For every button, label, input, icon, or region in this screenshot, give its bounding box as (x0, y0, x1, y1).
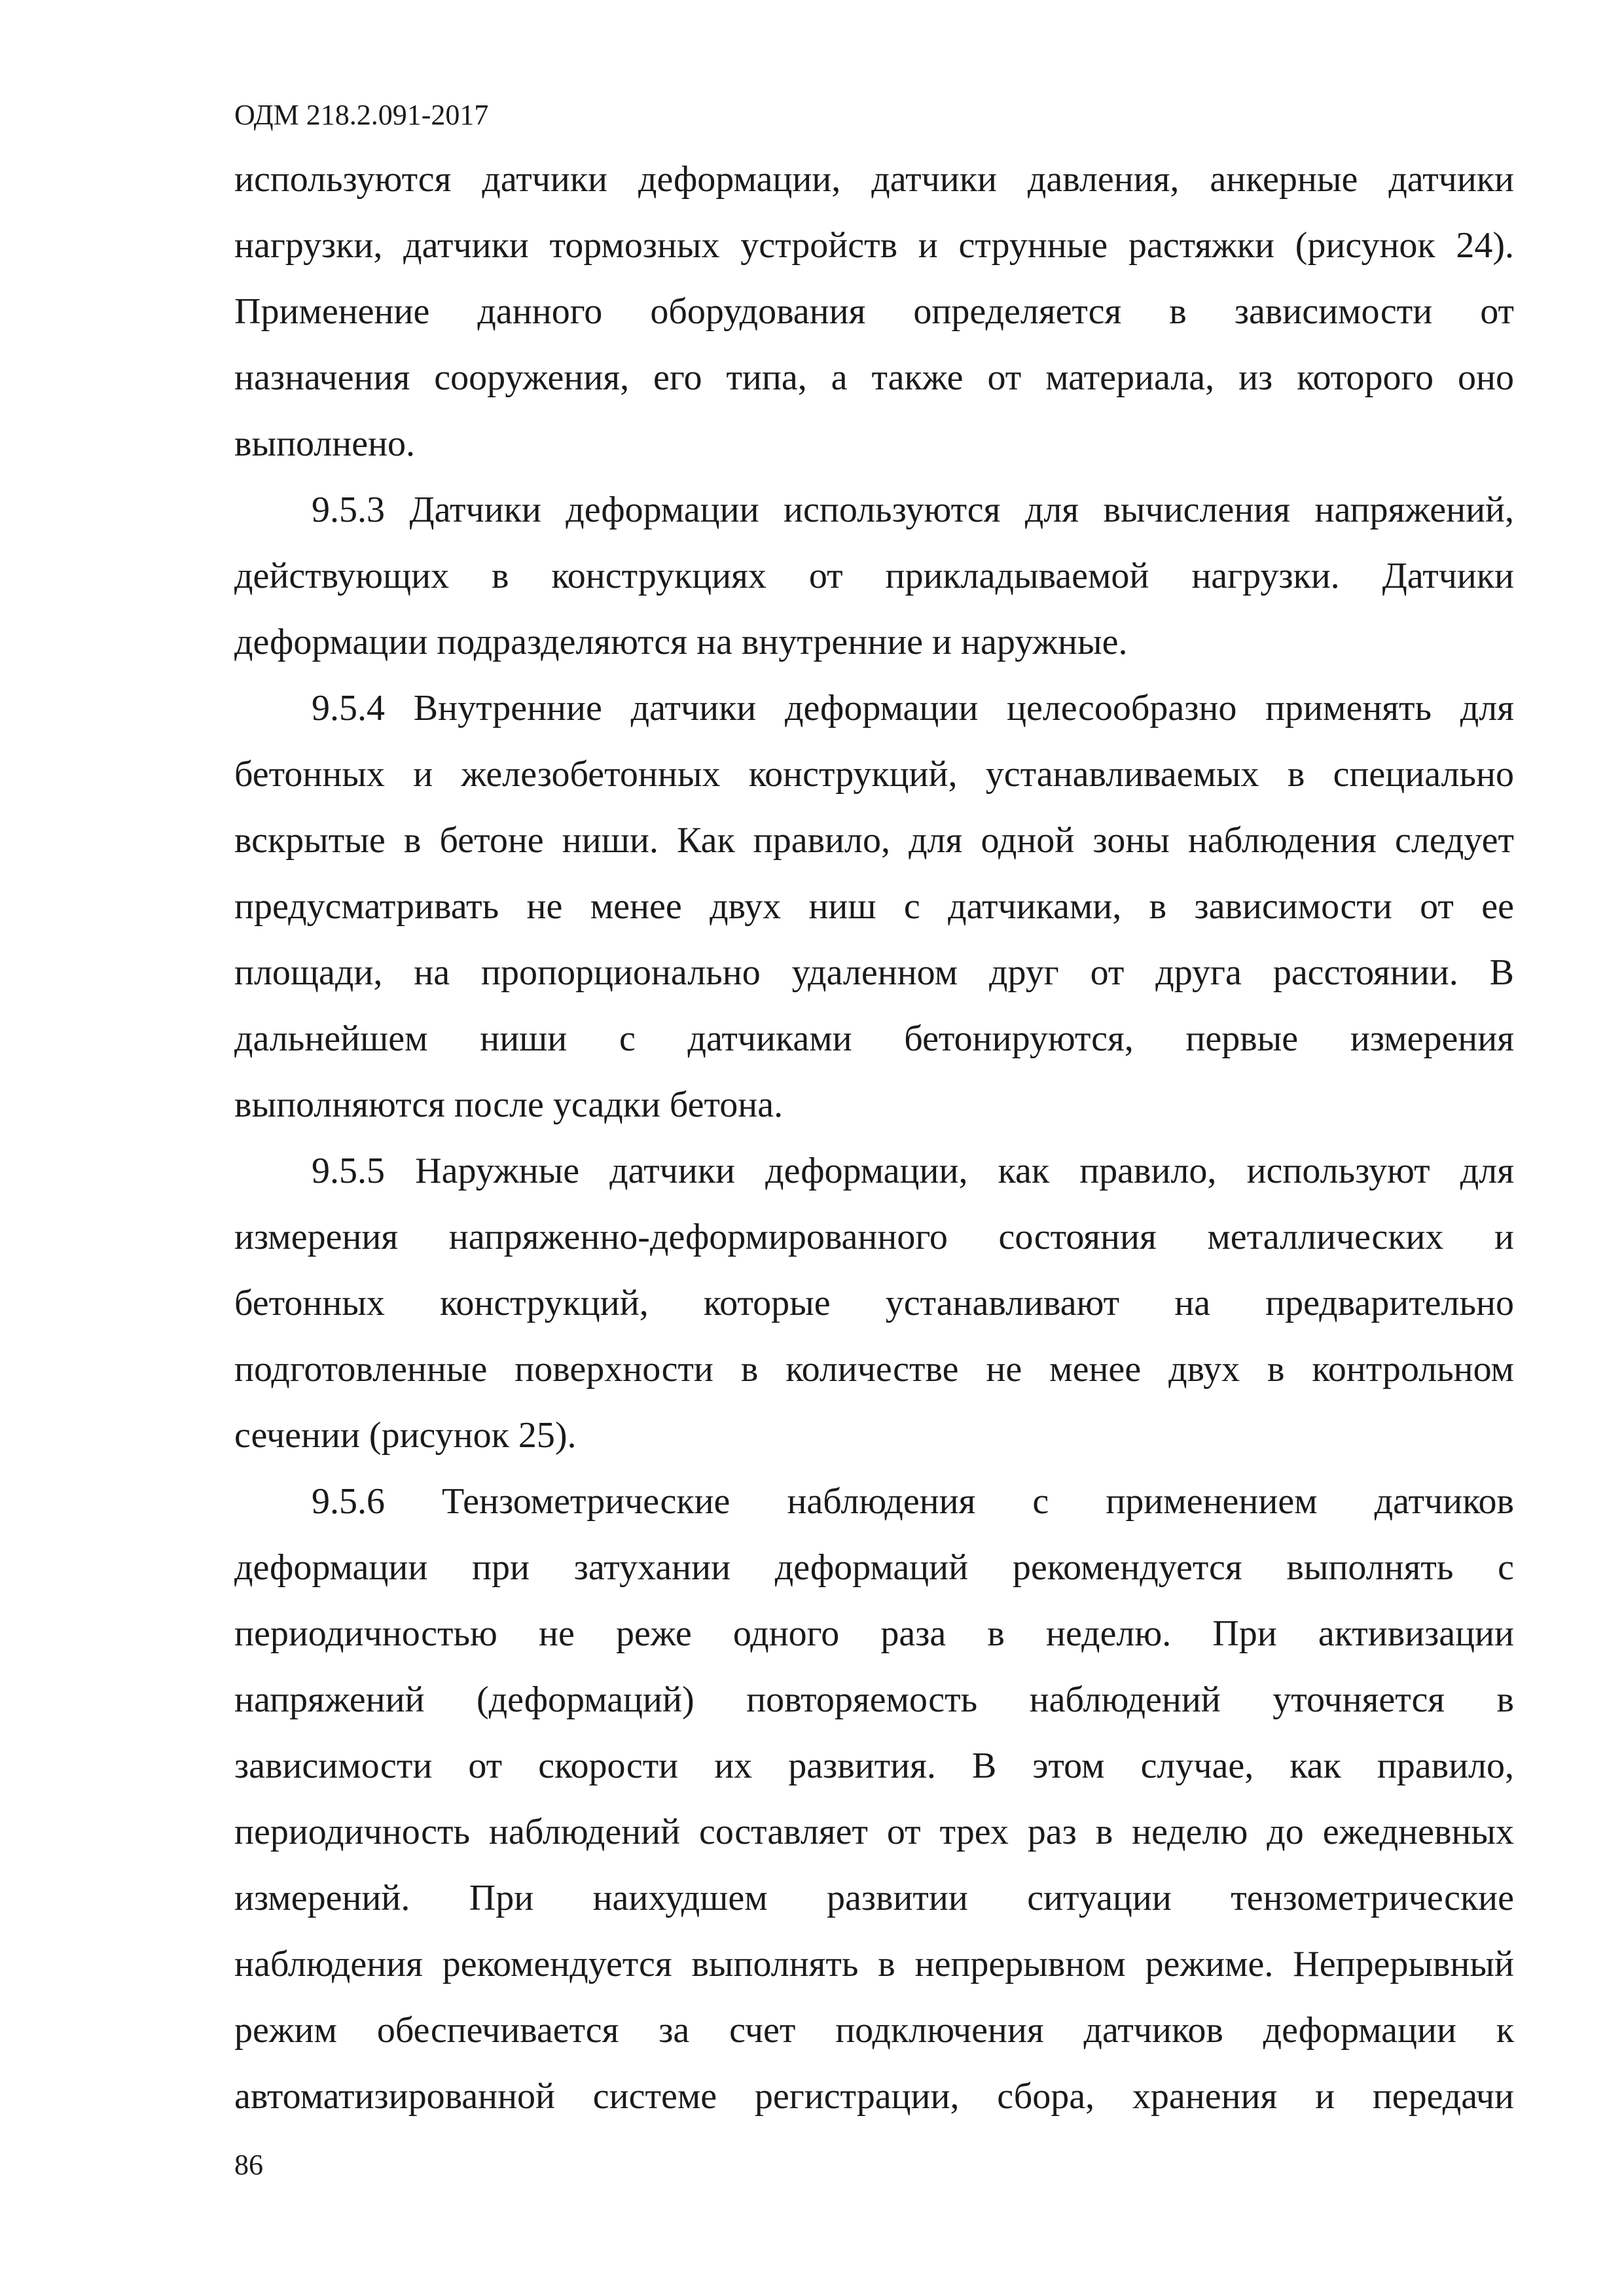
text-line: периодичностью не реже одного раза в неделю. При активизации (234, 1613, 1514, 1654)
paragraph-9-5-4 (234, 675, 1514, 1138)
text-line: действующих в конструкциях от прикладываемой нагрузки. Датчики (234, 556, 1514, 596)
text-line: бетонных и железобетонных конструкций, устанавливаемых в специально (234, 754, 1514, 795)
paragraph-9-5-3 (234, 477, 1514, 675)
text-line: дальнейшем ниши с датчиками бетонируются, первые измерения (234, 1018, 1514, 1059)
text-line: бетонных конструкций, которые устанавливают на предварительно (234, 1283, 1514, 1323)
text-line: напряжений (деформаций) повторяемость наблюдений уточняется в (234, 1679, 1514, 1720)
paragraph-9-5-5 (234, 1138, 1514, 1469)
text-line: сечении (рисунок 25). (234, 1415, 577, 1456)
text-line: нагрузки, датчики тормозных устройств и струнные растяжки (рисунок 24). (234, 225, 1514, 266)
text-line: автоматизированной системе регистрации, сбора, хранения и передачи (234, 2076, 1514, 2117)
text-line: выполняются после усадки бетона. (234, 1085, 784, 1125)
text-line: 9.5.6 Тензометрические наблюдения с применением датчиков (312, 1481, 1514, 1522)
text-line: выполнено. (234, 423, 416, 464)
text-line: измерений. При наихудшем развитии ситуации тензометрические (234, 1878, 1514, 1918)
paragraph-continuation (234, 147, 1514, 477)
text-line: 9.5.3 Датчики деформации используются для вычисления напряжений, (312, 490, 1514, 530)
text-line: подготовленные поверхности в количестве не менее двух в контрольном (234, 1349, 1514, 1390)
text-line: периодичность наблюдений составляет от трех раз в неделю до ежедневных (234, 1812, 1514, 1852)
text-line: площади, на пропорционально удаленном друг от друга расстоянии. В (234, 952, 1514, 993)
body-text (234, 147, 1514, 2130)
text-line: наблюдения рекомендуется выполнять в непрерывном режиме. Непрерывный (234, 1944, 1514, 1984)
text-line: используются датчики деформации, датчики давления, анкерные датчики (234, 159, 1514, 200)
document-code-header: ОДМ 218.2.091-2017 (234, 99, 489, 131)
text-line: деформации при затухании деформаций рекомендуется выполнять с (234, 1547, 1514, 1588)
text-line: деформации подразделяются на внутренние и наружные. (234, 622, 1128, 662)
paragraph-9-5-6 (234, 1469, 1514, 2130)
text-line: предусматривать не менее двух ниш с датчиками, в зависимости от ее (234, 886, 1514, 927)
text-line: зависимости от скорости их развития. В этом случае, как правило, (234, 1746, 1514, 1786)
text-line: 9.5.4 Внутренние датчики деформации целесообразно применять для (312, 688, 1514, 728)
text-line: 9.5.5 Наружные датчики деформации, как правило, используют для (312, 1151, 1514, 1191)
text-line: режим обеспечивается за счет подключения датчиков деформации к (234, 2010, 1514, 2051)
page-number: 86 (234, 2149, 263, 2181)
text-line: вскрытые в бетоне ниши. Как правило, для одной зоны наблюдения следует (234, 820, 1514, 861)
text-line: Применение данного оборудования определяется в зависимости от (234, 291, 1514, 332)
text-line: назначения сооружения, его типа, а также от материала, из которого оно (234, 357, 1514, 398)
text-line: измерения напряженно-деформированного состояния металлических и (234, 1217, 1514, 1257)
